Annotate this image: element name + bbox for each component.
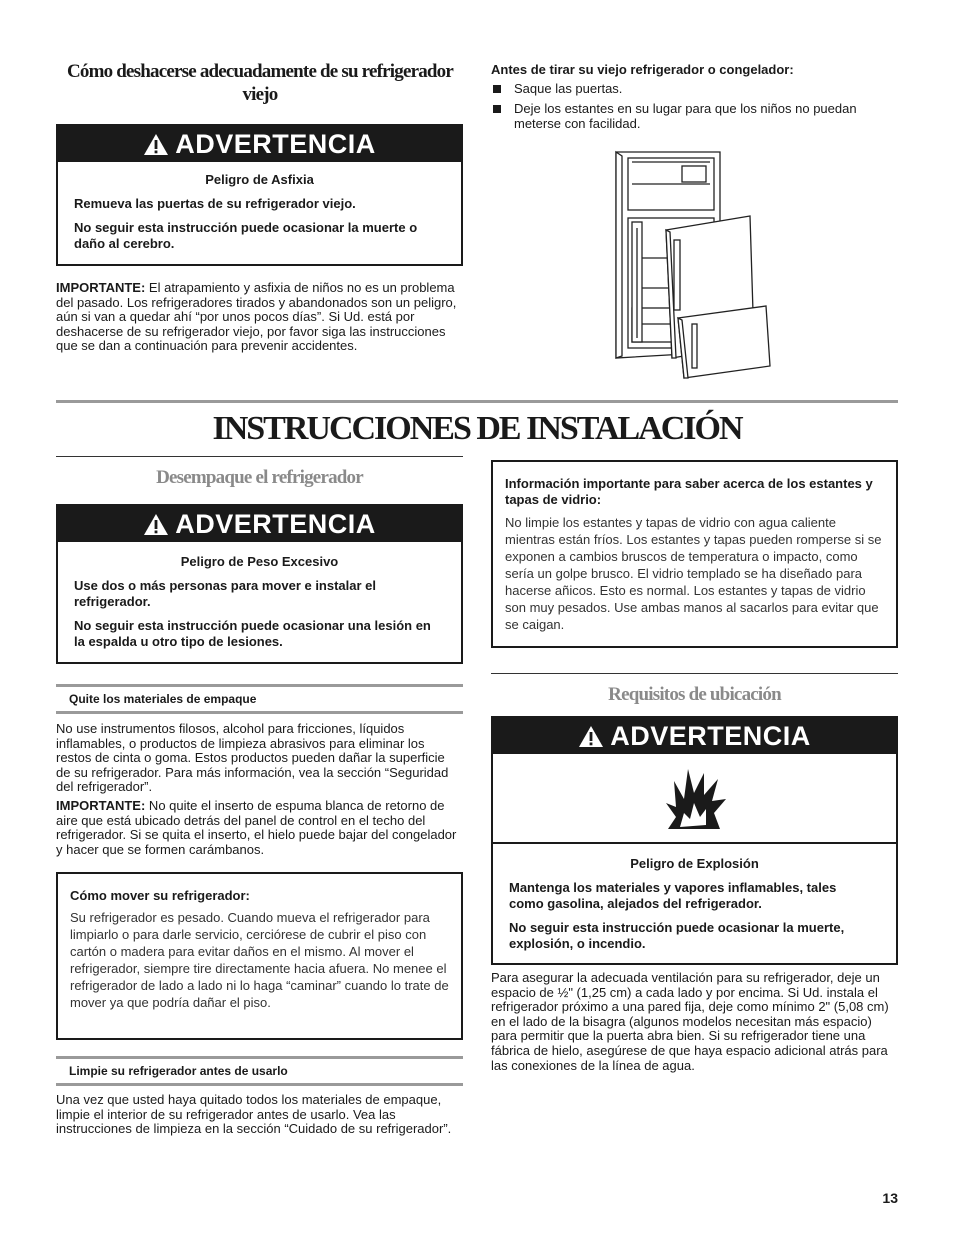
hazard-label: Peligro de Explosión [630, 856, 759, 871]
warning-title: ADVERTENCIA [610, 720, 811, 751]
warning-title: ADVERTENCIA [175, 128, 376, 159]
page-number: 13 [882, 1190, 898, 1206]
moving-title: Cómo mover su refrigerador: [70, 888, 250, 903]
hazard-label: Peligro de Peso Excesivo [180, 554, 339, 569]
unpack-heading: Desempaque el refrigerador [156, 467, 363, 488]
warning-box-explosion [491, 716, 898, 965]
moving-box [56, 872, 463, 1040]
warning-header [493, 718, 896, 754]
warning-box-weight [56, 504, 463, 664]
location-heading: Requisitos de ubicación [608, 684, 781, 705]
explosion-icon [660, 763, 730, 833]
hazard-label: Peligro de Asfixia [205, 172, 314, 187]
clean-before-use-bar: Limpie su refrigerador antes de usarlo [56, 1056, 463, 1086]
warning-line: Use dos o más personas para mover e instalar el refrigerador. [74, 578, 377, 609]
warning-box-asphyxia [56, 124, 463, 266]
warning-consequence: No seguir esta instrucción puede ocasionar una lesión en la espalda u otro tipo de lesiones. [74, 618, 431, 649]
moving-text: Su refrigerador es pesado. Cuando mueva el refrigerador para limpiarlo o para darle servicio, cerciórese de cubrir el piso con cartón o madera para evitar daños en el mismo. Al mover el refrigerador, siempre tire directamente hacia afuera. No menee el refrigerador de lado a lado ni lo haga “caminar” cuando lo trate de mover ya que podría dañar el piso. [70, 910, 449, 1010]
disposal-important: IMPORTANTE: El atrapamiento y asfixia de niños no es un problema del pasado. Los refrigeradores tirados y abandonados son un peligro, aún si van a quedar ahí “por unos pocos días”. Si Ud. está por deshacerse de su refrigerador viejo, por favor siga las instrucciones que se dan a continuación para prevenir accidentes. [56, 280, 457, 354]
section-rule [491, 673, 898, 674]
title-rule-top [56, 400, 898, 403]
list-item: Saque las puertas. [491, 81, 896, 96]
warning-consequence: No seguir esta instrucción puede ocasionar la muerte o daño al cerebro. [74, 220, 418, 251]
warning-header [58, 126, 461, 162]
clean-text: Una vez que usted haya quitado todos los materiales de empaque, limpie el interior de su refrigerador antes de usarlo. Vea las instrucciones de limpieza en la sección “Cuidado de su refrigerador”. [56, 1092, 452, 1137]
location-text: Para asegurar la adecuada ventilación para su refrigerador, deje un espacio de ½" (1,25 cm) a cada lado y por encima. Si Ud. instala el refrigerador próximo a una pared fija, deje como mínimo 2" (5,08 cm) en el lado de la bisagra (algunos modelos necesitan más espacio) para permitir que la puerta abra bien. Si su refrigerador tiene una fábrica de hielo, asegúrese de que haya espacio adicional atrás para las conexiones de la línea de agua. [491, 970, 889, 1073]
warning-line: Remueva las puertas de su refrigerador viejo. [74, 196, 356, 211]
section-rule [56, 456, 463, 457]
remove-packaging-bar: Quite los materiales de empaque [56, 684, 463, 714]
glass-info-box [491, 460, 898, 648]
page-title: INSTRUCCIONES DE INSTALACIÓN [212, 410, 742, 447]
glass-text: No limpie los estantes y tapas de vidrio con agua caliente mientras están fríos. Los estantes y tapas pueden romperse si se exponen a cambios bruscos de temperatura o impacto, como sería un golpe brusco. El vidrio templado se ha diseñado para hacerse añicos. Esto es normal. Los estantes y tapas de vidrio son muy pesados. Use ambas manos al sacarlos para evitar que se caigan. [505, 515, 882, 632]
warning-triangle-icon [143, 513, 169, 536]
before-discard-title: Antes de tirar su viejo refrigerador o congelador: [491, 62, 794, 77]
remove-packaging-text: No use instrumentos filosos, alcohol para fricciones, líquidos inflamables, o productos de limpieza abrasivos para eliminar los restos de cinta o goma. Estos productos pueden dañar la superficie de su refrigerador. Para más información, vea la sección “Seguridad del refrigerador”. [56, 721, 449, 795]
warning-line: Mantenga los materiales y vapores inflamables, tales como gasolina, alejados del refrigerador. [509, 880, 837, 911]
disposal-heading: Cómo deshacerse adecuadamente de su refrigerador viejo [66, 61, 454, 105]
warning-triangle-icon [578, 725, 604, 748]
glass-title: Información importante para saber acerca de los estantes y tapas de vidrio: [505, 476, 873, 507]
warning-title: ADVERTENCIA [175, 508, 376, 539]
explosion-icon-panel [493, 754, 896, 844]
warning-header [58, 506, 461, 542]
unpack-important: IMPORTANTE: No quite el inserto de espuma blanca de retorno de aire que está ubicado detrás del panel de control en el techo del refrigerador. Si se quita el inserto, el hielo puede bajar del congelador y hacer que se formen carámbanos. [56, 798, 457, 857]
warning-consequence: No seguir esta instrucción puede ocasionar la muerte, explosión, o incendio. [509, 920, 845, 951]
list-item: Deje los estantes en su lugar para que los niños no puedan meterse con facilidad. [491, 101, 896, 131]
warning-triangle-icon [143, 133, 169, 156]
before-discard-list [491, 81, 896, 136]
refrigerator-doors-removed-illustration [610, 148, 780, 380]
